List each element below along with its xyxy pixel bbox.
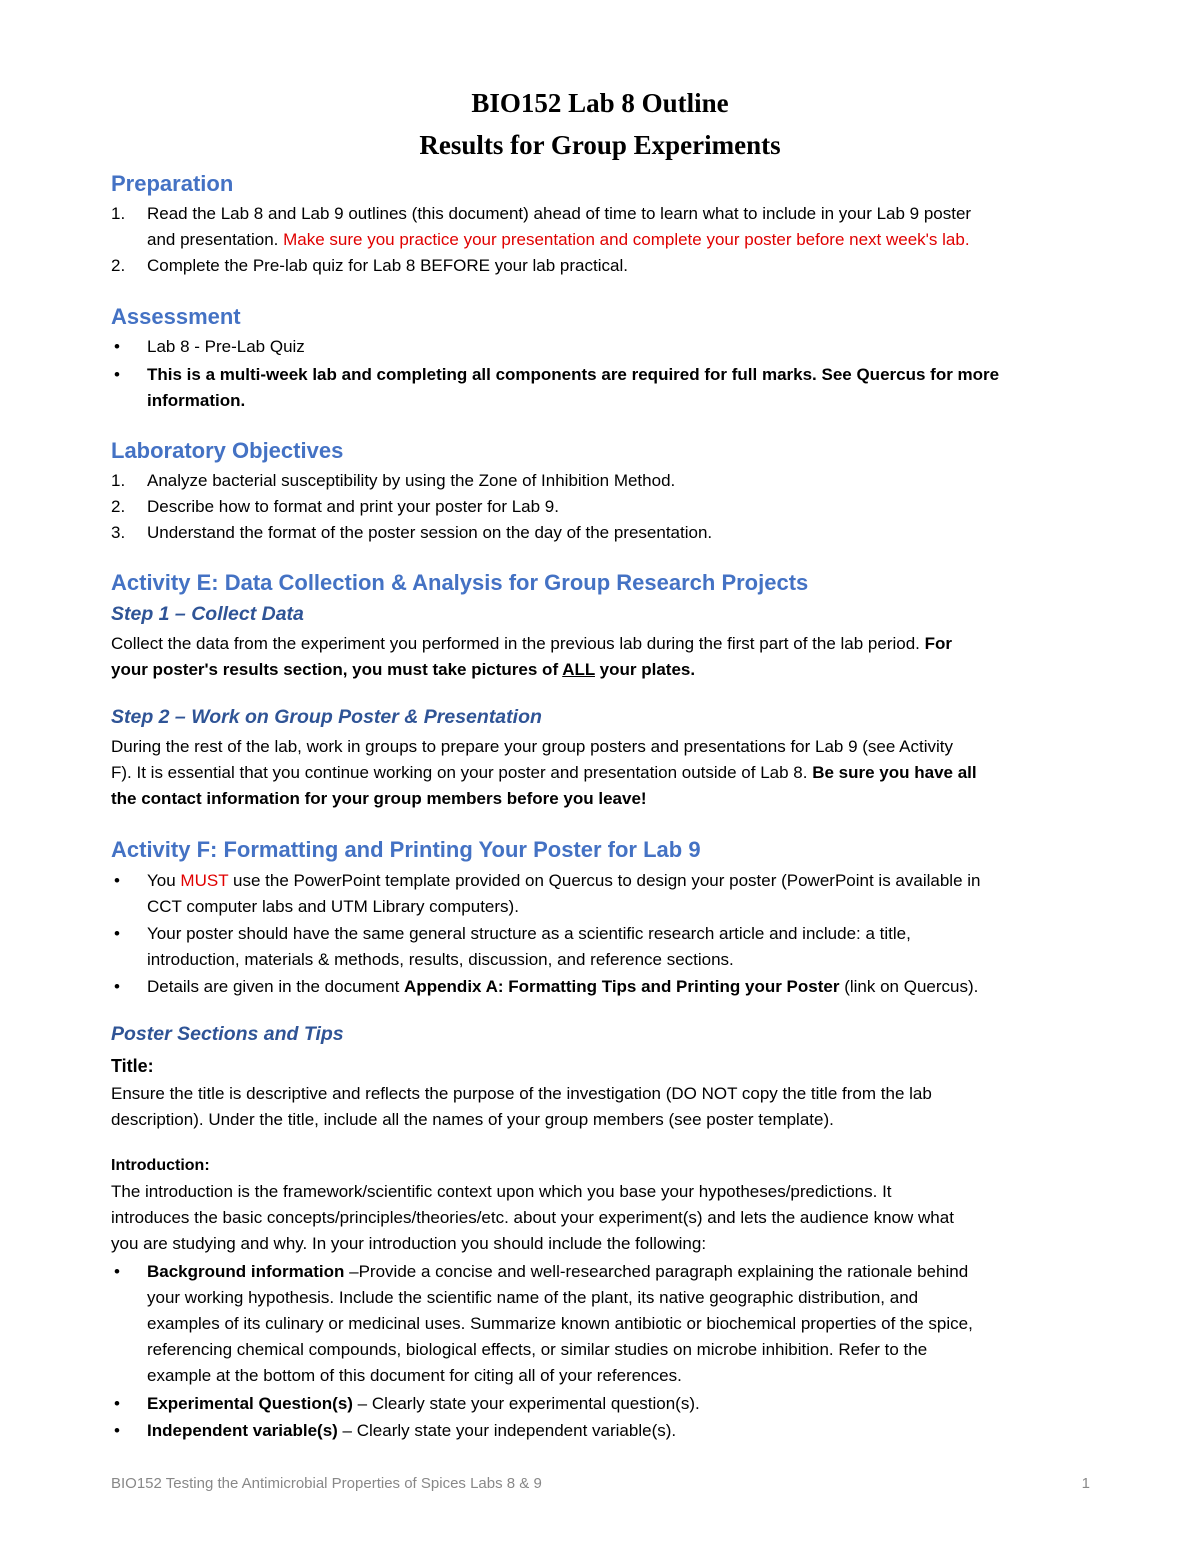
list-item: Details are given in the document Appendix A: Formatting Tips and Printing your Poster (link on Quercus). [147, 977, 979, 996]
objectives-heading: Laboratory Objectives [111, 438, 344, 463]
list-item-continuation: and presentation. Make sure you practice your presentation and complete your poster before next week's lab. [147, 230, 970, 249]
page-number: 1 [1081, 1475, 1090, 1492]
title-label: Title: [111, 1056, 154, 1076]
bullet-icon: • [114, 871, 120, 890]
list-item: You MUST use the PowerPoint template provided on Quercus to design your poster (PowerPoint is available in [147, 871, 981, 890]
document-subtitle: Results for Group Experiments [419, 130, 781, 160]
red-emphasis: Make sure you practice your presentation and complete your poster before next week's lab. [283, 230, 970, 249]
bullet-icon: • [114, 1262, 120, 1281]
list-item: Independent variable(s) – Clearly state your independent variable(s). [147, 1421, 677, 1440]
assessment-heading: Assessment [111, 304, 241, 329]
list-item-continuation: examples of its culinary or medicinal uses. Summarize known antibiotic or biochemical properties of the spice, [147, 1314, 973, 1333]
paragraph-line: Collect the data from the experiment you performed in the previous lab during the first part of the lab period. For [111, 634, 952, 653]
bullet-icon: • [114, 337, 120, 356]
bullet-icon: • [114, 977, 120, 996]
preparation-heading: Preparation [111, 171, 234, 196]
list-item-continuation: CCT computer labs and UTM Library computers). [147, 897, 519, 916]
paragraph-line: your poster's results section, you must take pictures of ALL your plates. [111, 660, 696, 679]
list-item: Your poster should have the same general structure as a scientific research article and include: a title, [147, 924, 911, 943]
list-item: Describe how to format and print your poster for Lab 9. [147, 497, 559, 516]
paragraph-line: description). Under the title, include all the names of your group members (see poster template). [111, 1110, 834, 1129]
list-item: Read the Lab 8 and Lab 9 outlines (this document) ahead of time to learn what to include in your Lab 9 poster [147, 204, 972, 223]
paragraph-line: During the rest of the lab, work in groups to prepare your group posters and presentations for Lab 9 (see Activity [111, 737, 953, 756]
list-item-continuation: referencing chemical compounds, biological effects, or similar studies on microbe inhibition. Refer to the [147, 1340, 928, 1359]
list-item: Experimental Question(s) – Clearly state your experimental question(s). [147, 1394, 700, 1413]
list-number: 1. [111, 471, 126, 490]
list-number: 2. [111, 497, 126, 516]
list-item-continuation: example at the bottom of this document for citing all of your references. [147, 1366, 682, 1385]
document-title: BIO152 Lab 8 Outline [471, 88, 729, 118]
list-item: This is a multi-week lab and completing all components are required for full marks. See Quercus for more [147, 365, 1000, 384]
bullet-icon: • [114, 924, 120, 943]
list-item: Lab 8 - Pre-Lab Quiz [147, 337, 305, 356]
paragraph-line: F). It is essential that you continue working on your poster and presentation outside of Lab 8. Be sure you have all [111, 763, 977, 782]
list-item: Understand the format of the poster session on the day of the presentation. [147, 523, 713, 542]
list-number: 2. [111, 256, 126, 275]
step1-heading: Step 1 – Collect Data [111, 603, 304, 625]
bullet-icon: • [114, 365, 120, 384]
paragraph-line: Ensure the title is descriptive and reflects the purpose of the investigation (DO NOT copy the title from the lab [111, 1084, 932, 1103]
bullet-icon: • [114, 1394, 120, 1413]
list-item-continuation: information. [147, 391, 246, 410]
list-number: 3. [111, 523, 126, 542]
activity-e-heading: Activity E: Data Collection & Analysis for Group Research Projects [111, 570, 809, 595]
step2-heading: Step 2 – Work on Group Poster & Presentation [111, 706, 542, 728]
activity-f-heading: Activity F: Formatting and Printing Your Poster for Lab 9 [111, 837, 701, 862]
paragraph-line: introduces the basic concepts/principles/theories/etc. about your experiment(s) and lets the audience know what [111, 1208, 954, 1227]
list-item: Analyze bacterial susceptibility by using the Zone of Inhibition Method. [147, 471, 676, 490]
list-item: Complete the Pre-lab quiz for Lab 8 BEFORE your lab practical. [147, 256, 628, 275]
poster-sections-heading: Poster Sections and Tips [111, 1023, 344, 1045]
list-number: 1. [111, 204, 126, 223]
list-item: Background information –Provide a concise and well-researched paragraph explaining the rationale behind [147, 1262, 969, 1281]
paragraph-line: you are studying and why. In your introduction you should include the following: [111, 1234, 707, 1253]
paragraph-line: the contact information for your group members before you leave! [111, 789, 647, 808]
paragraph-line: The introduction is the framework/scientific context upon which you base your hypotheses/predictions. It [111, 1182, 892, 1201]
list-item-continuation: your working hypothesis. Include the scientific name of the plant, its native geographic distribution, and [147, 1288, 919, 1307]
list-item-continuation: introduction, materials & methods, results, discussion, and reference sections. [147, 950, 734, 969]
bullet-icon: • [114, 1421, 120, 1440]
footer-text: BIO152 Testing the Antimicrobial Properties of Spices Labs 8 & 9 [111, 1475, 542, 1492]
introduction-label: Introduction: [111, 1157, 210, 1174]
